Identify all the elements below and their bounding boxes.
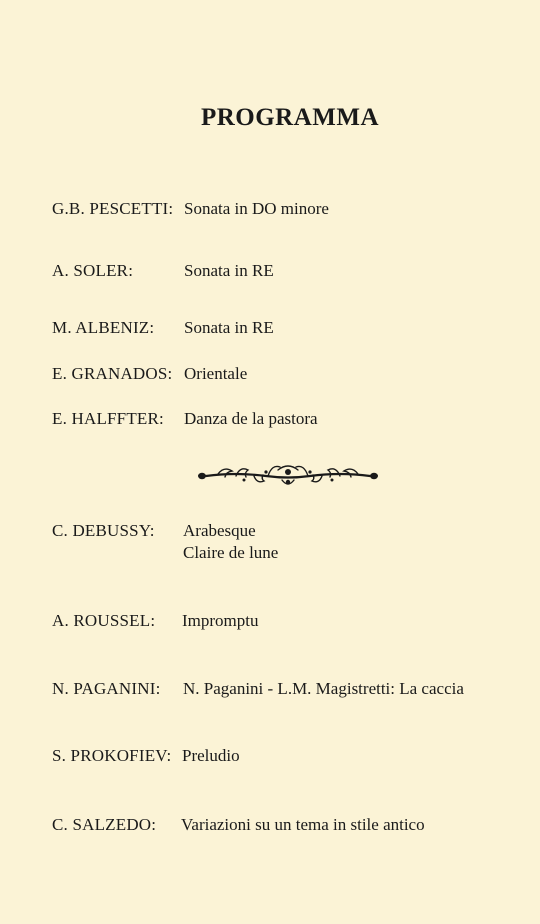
decorative-scroll-divider-icon [196,460,380,490]
work-title: Orientale [184,364,248,383]
composer-name: M. ALBENIZ: [52,318,155,337]
work-title: Impromptu [182,611,259,630]
composer-name: G.B. PESCETTI: [52,199,174,218]
composer-name: C. DEBUSSY: [52,521,155,540]
composer-name: C. SALZEDO: [52,815,157,834]
work-list [182,610,259,632]
work-list [183,678,464,700]
page-title: PROGRAMMA [200,104,380,131]
work-title: Sonata in DO minore [184,199,329,218]
work-title: N. Paganini - L.M. Magistretti: La caccia [183,679,464,698]
work-title: Preludio [182,746,240,765]
composer-name: N. PAGANINI: [52,679,161,698]
work-list [184,408,318,430]
composer-name: A. SOLER: [52,261,134,280]
work-list [181,814,425,836]
work-list [182,745,240,767]
composer-name: A. ROUSSEL: [52,611,156,630]
work-title: Variazioni su un tema in stile antico [181,815,425,834]
work-list [184,363,247,385]
work-title: Claire de lune [183,543,279,562]
composer-name: E. HALFFTER: [52,409,164,428]
work-title: Danza de la pastora [184,409,318,428]
work-title: Sonata in RE [184,318,274,337]
work-title: Sonata in RE [184,261,274,280]
work-title: Arabesque [183,521,256,540]
work-list [183,520,278,564]
composer-name: S. PROKOFIEV: [52,746,172,765]
composer-name: E. GRANADOS: [52,364,173,383]
work-list [184,317,274,339]
work-list [184,198,329,220]
work-list [184,260,274,282]
